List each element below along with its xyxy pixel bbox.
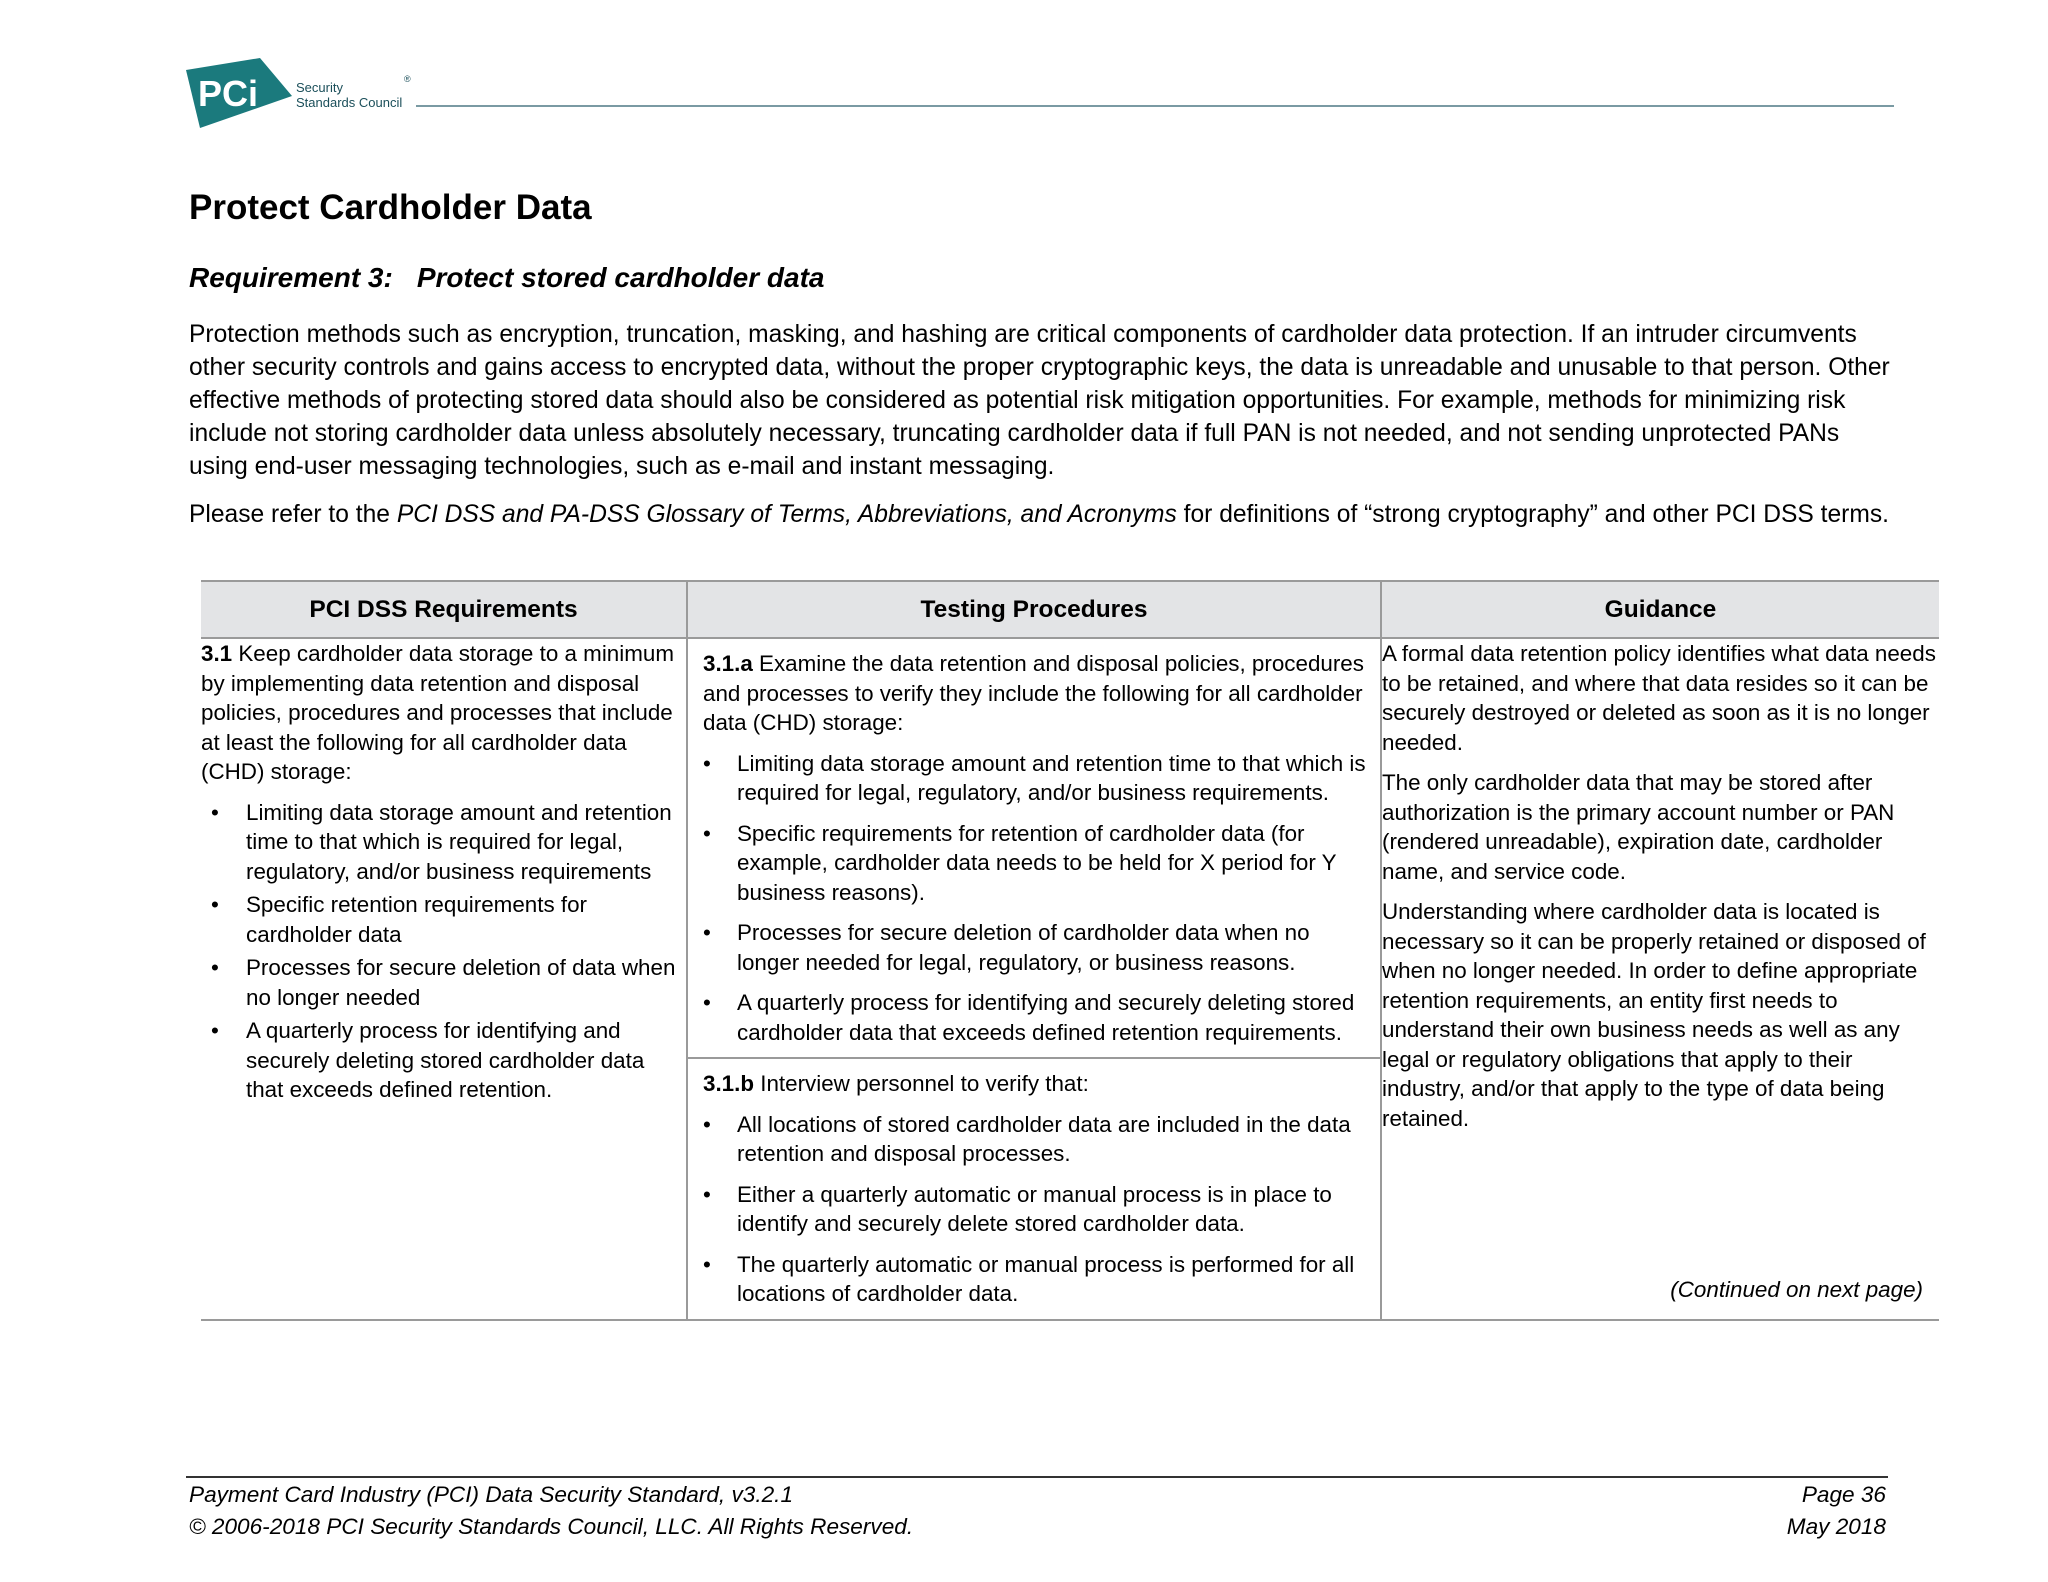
requirement-text: [201, 639, 686, 787]
footer-left: [189, 1479, 913, 1543]
procedure-3-1-a: [688, 639, 1380, 1057]
guidance-cell: [1381, 638, 1939, 1320]
requirement-title: Protect stored cardholder data: [416, 262, 825, 293]
footer-date: May 2018: [1786, 1514, 1886, 1539]
procedure-bullets: [703, 1110, 1366, 1309]
header-rule: [416, 105, 1894, 107]
footer-right: [1600, 1479, 1886, 1543]
list-item: • Processes for secure deletion of cardholder data when no longer needed for legal, regulatory, or business reasons.: [703, 918, 1366, 977]
pci-logo: [186, 58, 416, 134]
pci-logo-mark-text: PCi: [198, 73, 259, 114]
list-item: • A quarterly process for identifying and securely deleting stored cardholder data that exceeds defined retention.: [201, 1016, 686, 1105]
refer-suffix: for definitions of “strong cryptography” and other PCI DSS terms.: [1176, 501, 1889, 528]
requirement-description: Keep cardholder data storage to a minimum by implementing data retention and disposal policies, procedures and processes that include at least the following for all cardholder data (CHD) storage:: [201, 641, 674, 784]
list-item: • Limiting data storage amount and retention time to that which is required for legal, regulatory, and/or business requirements.: [703, 749, 1366, 808]
procedure-bullets: [703, 749, 1366, 1048]
procedure-text: [703, 649, 1366, 738]
procedure-3-1-b: [688, 1057, 1380, 1319]
procedure-id: 3.1.a: [703, 651, 753, 676]
header-testing-procedures: Testing Procedures: [687, 581, 1381, 638]
list-item: • Limiting data storage amount and retention time to that which is required for legal, regulatory, and/or business requirements: [201, 798, 686, 887]
requirement-cell: [201, 638, 687, 1320]
list-item: • A quarterly process for identifying and securely deleting stored cardholder data that exceeds defined retention requirements.: [703, 988, 1366, 1047]
header-requirements: PCI DSS Requirements: [201, 581, 687, 638]
list-item: • Specific requirements for retention of cardholder data (for example, cardholder data needs to be held for X period for Y business reasons).: [703, 819, 1366, 908]
pci-logo-registered: ®: [404, 74, 411, 84]
list-item: • All locations of stored cardholder data are included in the data retention and disposal processes.: [703, 1110, 1366, 1169]
table-header-row: [201, 581, 1939, 638]
table-row: [201, 638, 1939, 1320]
footer-copyright: © 2006-2018 PCI Security Standards Council, LLC. All Rights Reserved.: [189, 1514, 914, 1539]
requirements-table: [201, 580, 1939, 1321]
guidance-paragraph: A formal data retention policy identifies what data needs to be retained, and where that data resides so it can be securely destroyed or deleted as soon as it is no longer needed.: [1382, 641, 1936, 755]
testing-procedures-cell: [687, 638, 1381, 1320]
list-item: • The quarterly automatic or manual process is performed for all locations of cardholder data.: [703, 1250, 1366, 1309]
procedure-description: Interview personnel to verify that:: [754, 1071, 1089, 1096]
footer-rule: [186, 1476, 1888, 1478]
footer-standard-title: Payment Card Industry (PCI) Data Security Standard, v3.2.1: [189, 1482, 794, 1507]
refer-prefix: Please refer to the: [189, 501, 397, 528]
section-title: Protect Cardholder Data: [189, 188, 592, 227]
guidance-paragraph: The only cardholder data that may be stored after authorization is the primary account number or PAN (rendered unreadable), expiration date, cardholder name, and service code.: [1382, 770, 1895, 884]
requirement-id: 3.1: [201, 641, 233, 666]
procedure-text: [703, 1069, 1366, 1099]
continued-note: (Continued on next page): [1670, 1277, 1923, 1302]
procedure-description: Examine the data retention and disposal policies, procedures and processes to verify they include the following for all cardholder data (CHD) storage:: [703, 651, 1364, 735]
pci-logo-line1: Security: [296, 80, 343, 95]
list-item: • Either a quarterly automatic or manual process is in place to identify and securely delete stored cardholder data.: [703, 1180, 1366, 1239]
glossary-reference-paragraph: [189, 498, 1899, 531]
requirement-bullets: [201, 798, 686, 1105]
requirement-number: Requirement 3:: [189, 262, 393, 293]
header-guidance: Guidance: [1381, 581, 1939, 638]
list-item: • Specific retention requirements for cardholder data: [201, 890, 686, 949]
footer-page-number: Page 36: [1801, 1482, 1886, 1507]
list-item: • Processes for secure deletion of data when no longer needed: [201, 953, 686, 1012]
pci-logo-line2: Standards Council: [296, 95, 403, 110]
guidance-paragraph: Understanding where cardholder data is located is necessary so it can be properly retained or disposed of when no longer needed. In order to define appropriate retention requirements, an entity first needs to understand their own business needs as well as any legal or regulatory obligations that apply to their industry, and/or that apply to the type of data being retained.: [1382, 899, 1926, 1131]
procedure-id: 3.1.b: [703, 1071, 755, 1096]
requirement-heading: [189, 262, 824, 294]
intro-paragraph: Protection methods such as encryption, truncation, masking, and hashing are critical components of cardholder data protection. If an intruder circumvents other security controls and gains access to encrypted data, without the proper cryptographic keys, the data is unreadable and unusable to that person. Other effective methods of protecting stored data should also be considered as potential risk mitigation opportunities. For example, methods for minimizing risk include not storing cardholder data unless absolutely necessary, truncating cardholder data if full PAN is not needed, and not sending unprotected PANs using end-user messaging technologies, such as e-mail and instant messaging.: [189, 321, 1890, 480]
glossary-title: PCI DSS and PA-DSS Glossary of Terms, Abbreviations, and Acronyms: [396, 501, 1177, 528]
